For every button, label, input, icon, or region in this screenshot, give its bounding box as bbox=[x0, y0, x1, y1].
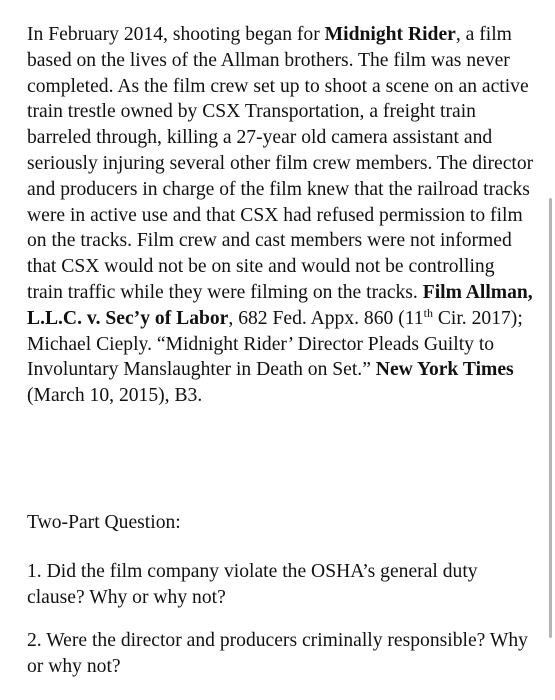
passage-intro: In February 2014, shooting began for bbox=[27, 24, 325, 45]
film-title: Midnight Rider bbox=[324, 24, 456, 45]
question-one: 1. Did the film company violate the OSHA’s general duty clause? Why or why not? bbox=[27, 561, 478, 608]
citation-superscript: th bbox=[423, 305, 433, 320]
vertical-scrollbar[interactable] bbox=[549, 198, 552, 638]
citation-part-a: , 682 Fed. Appx. 860 (11 bbox=[228, 307, 424, 329]
newspaper-name: New York Times bbox=[375, 359, 514, 381]
question-heading: Two-Part Question: bbox=[27, 512, 181, 533]
case-name: Film Allman, L.L.C. v. Sec’y of Labor bbox=[27, 281, 533, 329]
case-passage bbox=[27, 22, 535, 409]
passage-body: , a film based on the lives of the Allman brothers. The film was never completed. As the film crew set up to shoot a scene on an active train trestle owned by CSX Transportation, a freight train barreled through, killing a 27-year old camera assistant and seriously injuring several other film crew members. The director and producers in charge of the film knew that the railroad tracks were in active use and that CSX had refused permission to film on the tracks. Film crew and cast members were not informed that CSX would not be on site and would not be controlling train traffic while they were filming on the tracks. bbox=[27, 24, 534, 303]
question-two: 2. Were the director and producers criminally responsible? Why or why not? bbox=[27, 630, 528, 677]
citation-date-page: (March 10, 2015), B3. bbox=[27, 385, 203, 407]
citation-part-b: Cir. 2017); Michael Cieply. “Midnight Rider’ Director Pleads Guilty to Involuntary Manslaughter in Death on Set.” bbox=[27, 307, 523, 381]
